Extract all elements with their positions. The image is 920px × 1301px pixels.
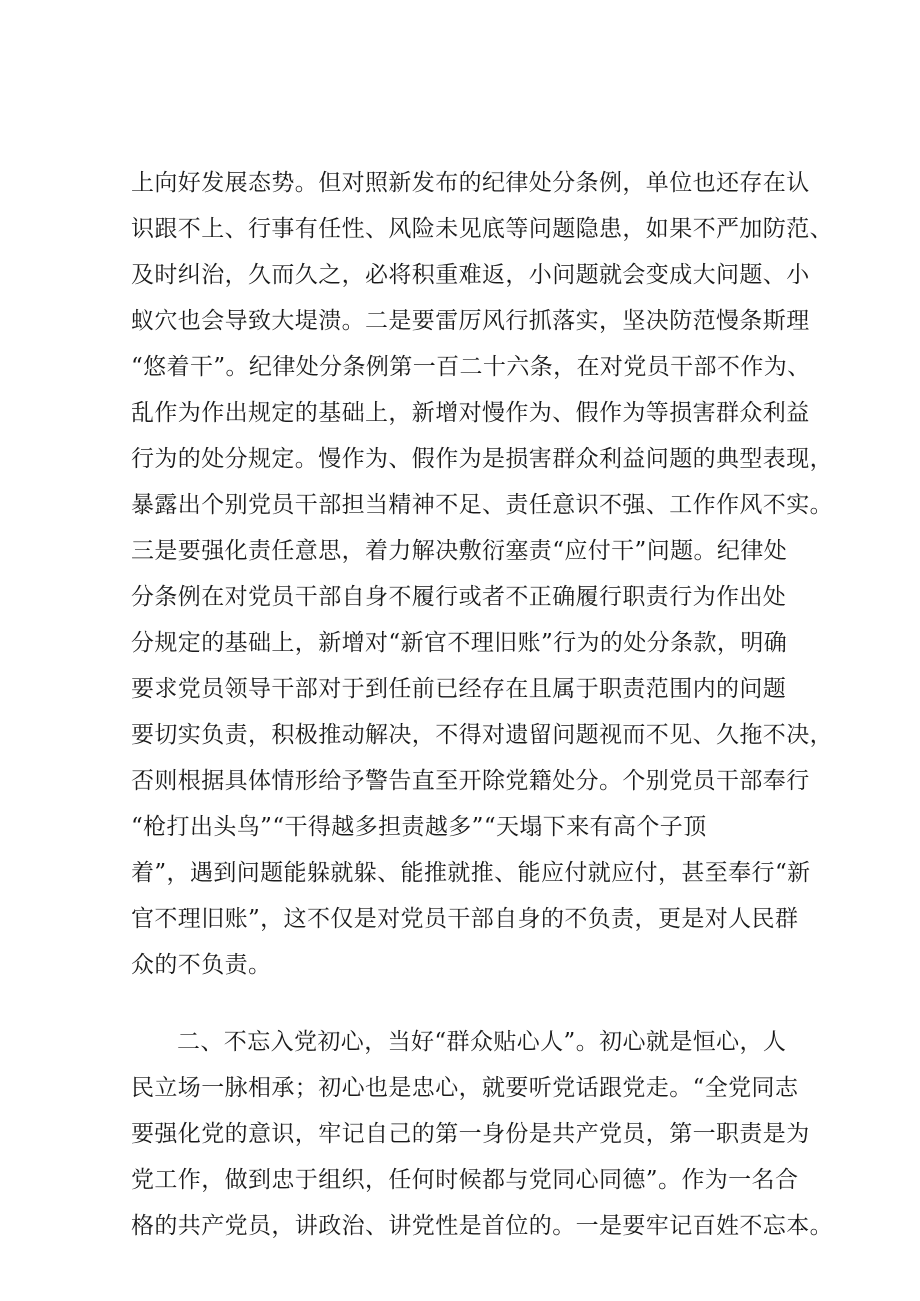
paragraph-1-line-13: 要切实负责，积极推动解决，不得对遗留问题视而不见、久拖不决， xyxy=(131,722,833,748)
paragraph-1-line-18: 众的不负责。 xyxy=(131,952,272,978)
paragraph-1-line-15: “枪打出头鸟”“干得越多担责越多”“天塌下来有高个子顶 xyxy=(131,814,707,840)
paragraph-2-line-1: 二、不忘入党初心，当好“群众贴心人”。初心就是恒心，人 xyxy=(177,1029,787,1055)
paragraph-1-line-8: 暴露出个别党员干部担当精神不足、责任意识不强、工作作风不实。 xyxy=(131,492,833,518)
paragraph-1-line-10: 分条例在对党员干部自身不履行或者不正确履行职责行为作出处 xyxy=(131,584,787,610)
paragraph-1-line-3: 及时纠治，久而久之，必将积重难返，小问题就会变成大问题、小 xyxy=(131,262,810,288)
paragraph-2-line-4: 党工作，做到忠于组织，任何时候都与党同心同德”。作为一名合 xyxy=(131,1167,799,1193)
paragraph-1-line-16: 着”，遇到问题能躲就躲、能推就推、能应付就应付，甚至奉行“新 xyxy=(131,860,811,886)
paragraph-1-line-12: 要求党员领导干部对于到任前已经存在且属于职责范围内的问题 xyxy=(131,676,787,702)
paragraph-1-line-1: 上向好发展态势。但对照新发布的纪律处分条例，单位也还存在认 xyxy=(131,170,810,196)
paragraph-1-line-11: 分规定的基础上，新增对“新官不理旧账”行为的处分条款，明确 xyxy=(131,630,788,656)
paragraph-1-line-14: 否则根据具体情形给予警告直至开除党籍处分。个别党员干部奉行 xyxy=(131,768,810,794)
paragraph-2-line-3: 要强化党的意识，牢记自己的第一身份是共产党员，第一职责是为 xyxy=(131,1121,810,1147)
paragraph-1-line-2: 识跟不上、行事有任性、风险未见底等问题隐患，如果不严加防范、 xyxy=(131,216,833,242)
paragraph-2-line-5: 格的共产党员，讲政治、讲党性是首位的。一是要牢记百姓不忘本。 xyxy=(131,1213,833,1239)
paragraph-1-line-7: 行为的处分规定。慢作为、假作为是损害群众利益问题的典型表现， xyxy=(131,446,833,472)
paragraph-1-line-6: 乱作为作出规定的基础上，新增对慢作为、假作为等损害群众利益 xyxy=(131,400,810,426)
paragraph-1-line-17: 官不理旧账”，这不仅是对党员干部自身的不负责，更是对人民群 xyxy=(131,906,799,932)
paragraph-1-line-9: 三是要强化责任意思，着力解决敷衍塞责“应付干”问题。纪律处 xyxy=(131,538,788,564)
paragraph-2-line-2: 民立场一脉相承；初心也是忠心，就要听党话跟党走。“全党同志 xyxy=(131,1075,799,1101)
paragraph-1-line-5: “悠着干”。纪律处分条例第一百二十六条，在对党员干部不作为、 xyxy=(131,354,811,380)
paragraph-1-line-4: 蚁穴也会导致大堤溃。二是要雷厉风行抓落实，坚决防范慢条斯理 xyxy=(131,308,810,334)
